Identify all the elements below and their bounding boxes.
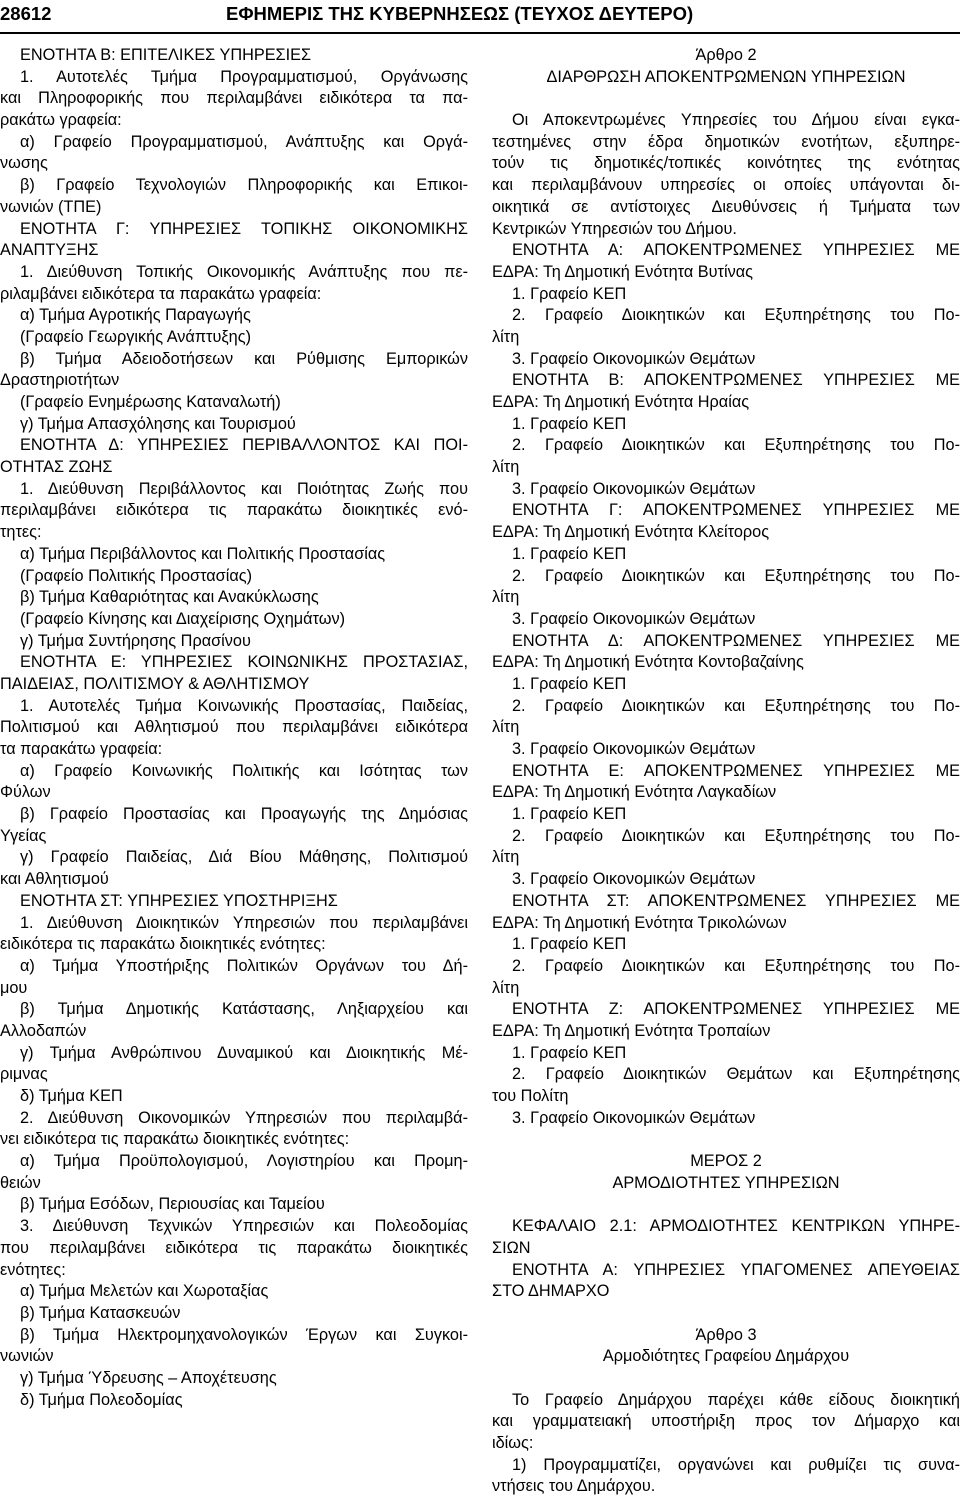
left-column-line: α) Τμήμα Αγροτικής Παραγωγής — [20, 306, 251, 325]
left-column-line: μου — [0, 978, 28, 997]
left-column-line: δ) Τμήμα Πολεοδομίας — [20, 1390, 183, 1409]
right-column-line: ΚΕΦΑΛΑΙΟ 2.1: ΑΡΜΟΔΙΟΤΗΤΕΣ ΚΕΝΤΡΙΚΩΝ ΥΠΗΡΕ- — [512, 1217, 960, 1236]
left-column-line: ΕΝΟΤΗΤΑ Δ: ΥΠΗΡΕΣΙΕΣ ΠΕΡΙΒΑΛΛΟΝΤΟΣ ΚΑΙ ΠΟΙ- — [20, 436, 468, 455]
right-column-line: ΣΙΩΝ — [492, 1238, 531, 1257]
right-column-line: 1. Γραφείο ΚΕΠ — [512, 674, 627, 693]
right-column-line — [492, 1303, 960, 1325]
right-column-line: ΕΔΡΑ: Τη Δημοτική Ενότητα Ηραίας — [492, 393, 750, 411]
right-column-line: ΕΔΡΑ: Τη Δημοτική Ενότητα Λαγκαδίων — [492, 783, 777, 802]
right-column-line: ΑΡΜΟΔΙΟΤΗΤΕΣ ΥΠΗΡΕΣΙΩΝ — [612, 1173, 840, 1192]
right-column-line: λίτη — [492, 458, 520, 477]
right-column-line: λίτη — [492, 848, 520, 867]
right-column-line: ΕΝΟΤΗΤΑ Α: ΥΠΗΡΕΣΙΕΣ ΥΠΑΓΟΜΕΝΕΣ ΑΠΕΥΘΕΙΑΣ — [512, 1260, 960, 1279]
left-column-line: περιλαμβάνει ειδικότερα τις παρακάτω διοικητικές ενό- — [0, 501, 468, 520]
right-column-line: 2. Γραφείο Διοικητικών Θεμάτων και Εξυπηρέτησης — [512, 1065, 960, 1084]
left-column-line: 1. Αυτοτελές Τμήμα Προγραμματισμού, Οργάνωσης — [20, 67, 468, 86]
right-column-line: οικητικά σε αντίστοιχες Διευθύνσεις ή Τμήματα των — [492, 197, 960, 216]
right-column-line: 3. Γραφείο Οικονομικών Θεμάτων — [512, 609, 756, 628]
right-column-line: ντήσεις του Δημάρχου. — [492, 1477, 656, 1496]
right-column-line: λίτη — [492, 327, 520, 346]
left-column-line: 2. Διεύθυνση Οικονομικών Υπηρεσιών που περιλαμβά- — [20, 1108, 468, 1127]
left-column-line: β) Τμήμα Ηλεκτρομηχανολογικών Έργων και Συγκοι- — [20, 1325, 468, 1344]
right-column-line: 1) Προγραμματίζει, οργανώνει και ρυθμίζει τις συνα- — [512, 1455, 960, 1474]
left-column-line: α) Γραφείο Κοινωνικής Πολιτικής και Ισότητας των — [20, 761, 468, 780]
left-column-line: α) Τμήμα Προϋπολογισμού, Λογιστηρίου και Προμη- — [20, 1152, 468, 1171]
left-column-line: ΑΝΑΠΤΥΞΗΣ — [0, 241, 99, 260]
left-column-line: (Γραφείο Γεωργικής Ανάπτυξης) — [20, 327, 251, 346]
right-column-line: 1. Γραφείο ΚΕΠ — [512, 1043, 627, 1062]
left-column-line: (Γραφείο Κίνησης και Διαχείρισης Οχημάτων) — [20, 609, 346, 628]
left-column-line: 3. Διεύθυνση Τεχνικών Υπηρεσιών και Πολεοδομίας — [20, 1217, 468, 1236]
left-column-line: α) Τμήμα Υποστήριξης Πολιτικών Οργάνων του Δή- — [20, 956, 468, 975]
right-column-line: ΕΝΟΤΗΤΑ Ε: ΑΠΟΚΕΝΤΡΩΜΕΝΕΣ ΥΠΗΡΕΣΙΕΣ ΜΕ — [512, 761, 960, 780]
right-column-line: 2. Γραφείο Διοικητικών και Εξυπηρέτησης του Πο- — [512, 826, 960, 845]
left-column-line: νωνιών (ΤΠΕ) — [0, 197, 102, 216]
left-column-line: γ) Τμήμα Απασχόλησης και Τουρισμού — [20, 414, 296, 433]
page-number: 28612 — [0, 3, 52, 24]
left-column-line: ειδικότερα τις παρακάτω διοικητικές ενότητες: — [0, 935, 326, 954]
left-column-line: (Γραφείο Πολιτικής Προστασίας) — [20, 566, 253, 585]
left-column-line: δ) Τμήμα ΚΕΠ — [20, 1087, 123, 1105]
right-column-line: Άρθρο 2 — [695, 46, 757, 64]
left-column-line: ΟΤΗΤΑΣ ΖΩΗΣ — [0, 458, 113, 477]
right-column-line: 1. Γραφείο ΚΕΠ — [512, 805, 627, 824]
right-column-line: ΕΔΡΑ: Τη Δημοτική Ενότητα Τροπαίων — [492, 1021, 771, 1040]
right-column-line: ΕΔΡΑ: Τη Δημοτική Ενότητα Κοντοβαζαίνης — [492, 653, 804, 672]
left-column-line: β) Τμήμα Καθαριότητας και Ανακύκλωσης — [20, 588, 319, 607]
left-column-line: γ) Τμήμα Ύδρευσης – Αποχέτευσης — [20, 1368, 277, 1387]
right-column-line: λίτη — [492, 588, 520, 607]
right-column-line: ΕΝΟΤΗΤΑ Γ: ΑΠΟΚΕΝΤΡΩΜΕΝΕΣ ΥΠΗΡΕΣΙΕΣ ΜΕ — [512, 501, 960, 520]
right-column-line: τούν τις δημοτικές/τοπικές κοινότητες της ενότητας — [492, 154, 960, 173]
left-column-line: νωνιών — [0, 1347, 54, 1366]
left-column-line: θειών — [0, 1173, 41, 1192]
left-column-line: 1. Διεύθυνση Διοικητικών Υπηρεσιών που περιλαμβάνει — [20, 913, 468, 932]
right-column-line: λίτη — [492, 978, 520, 997]
right-column-line — [492, 1368, 960, 1390]
left-column-line: ρακάτω γραφεία: — [0, 111, 122, 130]
right-column-line: ΕΝΟΤΗΤΑ Β: ΑΠΟΚΕΝΤΡΩΜΕΝΕΣ ΥΠΗΡΕΣΙΕΣ ΜΕ — [512, 371, 960, 390]
left-column-line: β) Τμήμα Εσόδων, Περιουσίας και Ταμείου — [20, 1195, 325, 1214]
right-column-line: ΕΔΡΑ: Τη Δημοτική Ενότητα Τρικολώνων — [492, 913, 787, 932]
left-column-line: και Πληροφορικής που περιλαμβάνει ειδικότερα τα πα- — [0, 89, 468, 108]
left-column-line: Αλλοδαπών — [0, 1021, 87, 1040]
page-header — [0, 0, 960, 34]
left-column-line: τητες: — [0, 523, 42, 542]
right-column-line: και γραμματειακή υποστήριξη προς τον Δήμαρχο και — [492, 1412, 960, 1431]
right-column-line: 2. Γραφείο Διοικητικών και Εξυπηρέτησης του Πο- — [512, 956, 960, 975]
right-column-line: 3. Γραφείο Οικονομικών Θεμάτων — [512, 479, 756, 498]
left-column-line: ΕΝΟΤΗΤΑ Β: ΕΠΙΤΕΛΙΚΕΣ ΥΠΗΡΕΣΙΕΣ — [20, 46, 312, 64]
left-column-line: Δραστηριοτήτων — [0, 371, 120, 390]
right-column-line: Το Γραφείο Δημάρχου παρέχει κάθε είδους διοικητική — [512, 1390, 960, 1409]
right-column-line: τεστημένες στην έδρα δημοτικών ενοτήτων, εξυπηρε- — [492, 132, 960, 151]
left-column-line: νωσης — [0, 154, 48, 173]
left-column-line: 1. Αυτοτελές Τμήμα Κοινωνικής Προστασίας, Παιδείας, — [20, 696, 468, 715]
left-column-line: ριμνας — [0, 1065, 48, 1084]
left-column-line: β) Τμήμα Δημοτικής Κατάστασης, Ληξιαρχείου και — [20, 1000, 468, 1019]
left-column-line: γ) Τμήμα Ανθρώπινου Δυναμικού και Διοικητικής Μέ- — [20, 1043, 468, 1062]
left-column-line: νει ειδικότερα τις παρακάτω διοικητικές ενότητες: — [0, 1130, 350, 1149]
left-column-line: ΠΑΙΔΕΙΑΣ, ΠΟΛΙΤΙΣΜΟΥ & ΑΘΛΗΤΙΣΜΟΥ — [0, 674, 310, 693]
right-column-line: 1. Γραφείο ΚΕΠ — [512, 414, 627, 433]
left-column-line: α) Τμήμα Μελετών και Χωροταξίας — [20, 1282, 269, 1301]
right-column-line: ιδίως: — [492, 1434, 534, 1452]
left-column-line: β) Τμήμα Αδειοδοτήσεων και Ρύθμισης Εμπορικών — [20, 349, 468, 368]
right-column-line — [492, 1194, 960, 1216]
right-column-line: ΕΝΟΤΗΤΑ Α: ΑΠΟΚΕΝΤΡΩΜΕΝΕΣ ΥΠΗΡΕΣΙΕΣ ΜΕ — [512, 241, 960, 260]
right-column-line: 3. Γραφείο Οικονομικών Θεμάτων — [512, 1108, 756, 1127]
left-column-line: β) Γραφείο Προστασίας και Προαγωγής της Δημόσιας — [20, 805, 468, 824]
left-column-line: τα παρακάτω γραφεία: — [0, 740, 163, 758]
right-column-line: ΕΔΡΑ: Τη Δημοτική Ενότητα Κλείτορος — [492, 523, 770, 542]
left-column-line: ΕΝΟΤΗΤΑ Ε: ΥΠΗΡΕΣΙΕΣ ΚΟΙΝΩΝΙΚΗΣ ΠΡΟΣΤΑΣΙΑΣ, — [20, 653, 468, 672]
right-column-line: Κεντρικών Υπηρεσιών του Δήμου. — [492, 219, 737, 238]
right-column-line — [492, 1129, 960, 1151]
left-column-line: β) Γραφείο Τεχνολογιών Πληροφορικής και Επικοι- — [20, 176, 468, 195]
right-column-line: ΕΔΡΑ: Τη Δημοτική Ενότητα Βυτίνας — [492, 262, 753, 281]
left-column-line: α) Γραφείο Προγραμματισμού, Ανάπτυξης και Οργά- — [20, 132, 468, 151]
left-column-line: 1. Διεύθυνση Τοπικής Οικονομικής Ανάπτυξης που πε- — [20, 262, 468, 281]
right-column-line: του Πολίτη — [492, 1087, 569, 1105]
right-column-line: 2. Γραφείο Διοικητικών και Εξυπηρέτησης του Πο- — [512, 566, 960, 585]
left-column-line: που περιλαμβάνει ειδικότερα τις παρακάτω διοικητικές — [0, 1238, 468, 1257]
left-column-line: Υγείας — [0, 826, 47, 845]
right-column-line: Αρμοδιότητες Γραφείου Δημάρχου — [602, 1347, 850, 1366]
right-column-line: ΕΝΟΤΗΤΑ Ζ: ΑΠΟΚΕΝΤΡΩΜΕΝΕΣ ΥΠΗΡΕΣΙΕΣ ΜΕ — [512, 1000, 960, 1019]
left-column-line: 1. Διεύθυνση Περιβάλλοντος και Ποιότητας Ζωής που — [20, 479, 468, 498]
right-column-line: Οι Αποκεντρωμένες Υπηρεσίες του Δήμου είναι εγκα- — [512, 111, 960, 130]
left-column-line: γ) Τμήμα Συντήρησης Πρασίνου — [20, 631, 251, 650]
right-column-line: ΔΙΑΡΘΡΩΣΗ ΑΠΟΚΕΝΤΡΩΜΕΝΩΝ ΥΠΗΡΕΣΙΩΝ — [546, 67, 906, 86]
right-column-line: 1. Γραφείο ΚΕΠ — [512, 935, 627, 954]
left-column-line: και Αθλητισμού — [0, 870, 109, 889]
left-column-line: ριλαμβάνει ειδικότερα τα παρακάτω γραφεία: — [0, 284, 322, 303]
left-column — [0, 45, 468, 1411]
left-column-line: ΕΝΟΤΗΤΑ ΣΤ: ΥΠΗΡΕΣΙΕΣ ΥΠΟΣΤΗΡΙΞΗΣ — [20, 891, 338, 910]
left-column-line: ΕΝΟΤΗΤΑ Γ: ΥΠΗΡΕΣΙΕΣ ΤΟΠΙΚΗΣ ΟΙΚΟΝΟΜΙΚΗΣ — [20, 219, 468, 238]
right-column-line: Άρθρο 3 — [695, 1325, 757, 1344]
left-column-line: (Γραφείο Ενημέρωσης Καταναλωτή) — [20, 393, 281, 411]
right-column-line: 1. Γραφείο ΚΕΠ — [512, 284, 627, 303]
left-column-line: Πολιτισμού και Αθλητισμού που περιλαμβάνει ειδικότερα — [0, 718, 468, 737]
right-column-line: 3. Γραφείο Οικονομικών Θεμάτων — [512, 349, 756, 368]
right-column-line: ΣΤΟ ΔΗΜΑΡΧΟ — [492, 1282, 610, 1301]
left-column-line: α) Τμήμα Περιβάλλοντος και Πολιτικής Προστασίας — [20, 544, 386, 563]
left-column-line: ενότητες: — [0, 1260, 66, 1279]
right-column-line: 2. Γραφείο Διοικητικών και Εξυπηρέτησης του Πο- — [512, 436, 960, 455]
left-column-line: γ) Γραφείο Παιδείας, Διά Βίου Μάθησης, Πολιτισμού — [20, 848, 468, 867]
right-column-line: 1. Γραφείο ΚΕΠ — [512, 544, 627, 563]
gazette-title: ΕΦΗΜΕΡΙΣ ΤΗΣ ΚΥΒΕΡΝΗΣΕΩΣ (ΤΕΥΧΟΣ ΔΕΥΤΕΡΟ) — [226, 3, 694, 24]
right-column-line: ΕΝΟΤΗΤΑ ΣΤ: ΑΠΟΚΕΝΤΡΩΜΕΝΕΣ ΥΠΗΡΕΣΙΕΣ ΜΕ — [512, 891, 960, 910]
left-column-line: Φύλων — [0, 783, 51, 802]
right-column-line: 3. Γραφείο Οικονομικών Θεμάτων — [512, 740, 756, 758]
right-column-line: 2. Γραφείο Διοικητικών και Εξυπηρέτησης του Πο- — [512, 306, 960, 325]
right-column-line: 3. Γραφείο Οικονομικών Θεμάτων — [512, 870, 756, 889]
right-column-line: 2. Γραφείο Διοικητικών και Εξυπηρέτησης του Πο- — [512, 696, 960, 715]
right-column-line: ΜΕΡΟΣ 2 — [690, 1152, 762, 1171]
right-column — [492, 45, 960, 1498]
right-column-line: ΕΝΟΤΗΤΑ Δ: ΑΠΟΚΕΝΤΡΩΜΕΝΕΣ ΥΠΗΡΕΣΙΕΣ ΜΕ — [512, 631, 960, 650]
right-column-line — [492, 88, 960, 110]
left-column-line: β) Τμήμα Κατασκευών — [20, 1303, 181, 1322]
right-column-line: και περιλαμβάνουν υπηρεσίες οι οποίες υπάγονται δι- — [492, 176, 960, 195]
right-column-line: λίτη — [492, 718, 520, 737]
